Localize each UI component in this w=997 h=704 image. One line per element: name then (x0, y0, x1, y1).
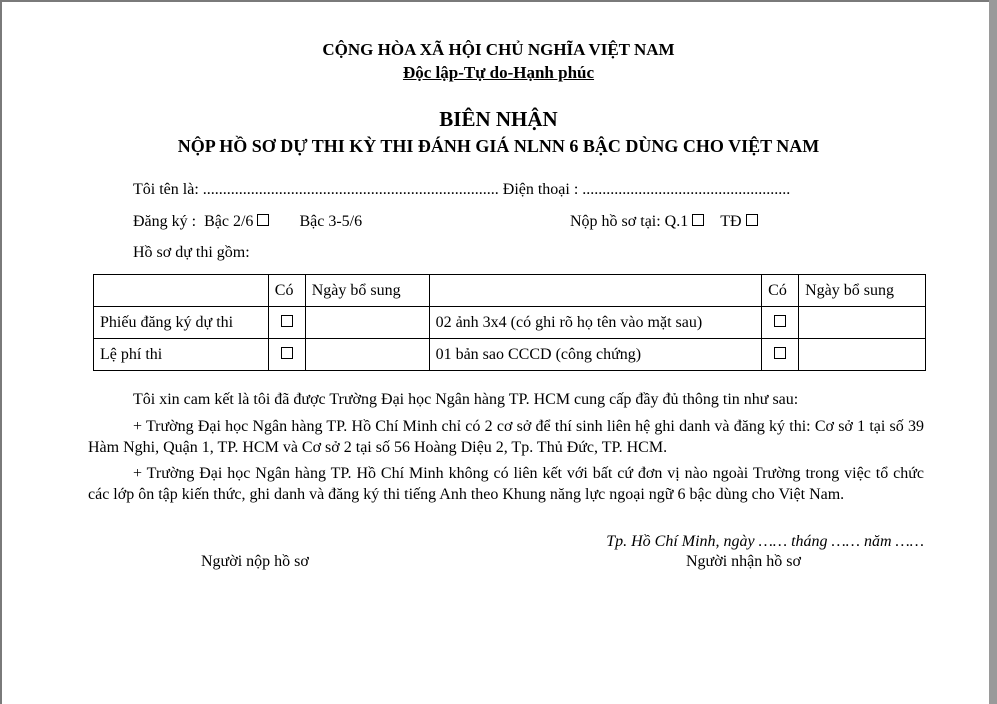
table-cell-check (268, 339, 305, 371)
submit-location-label: Nộp hồ sơ tại: Q.1 (570, 213, 689, 230)
commitment-point-2: + Trường Đại học Ngân hàng TP. Hồ Chí Minh không có liên kết với bất cứ đơn vị nào ngoài Trường trong việc tổ chức các lớp ôn tập kiến thức, ghi danh và đăng ký thi tiếng Anh theo Khung năng lực ngoại ngữ 6 bậc dùng cho Việt Nam. (88, 465, 924, 503)
exam-fee-checkbox[interactable] (281, 347, 293, 359)
motto (0, 63, 997, 83)
commitment-intro: Tôi xin cam kết là tôi đã được Trường Đại học Ngân hàng TP. HCM cung cấp đầy đủ thông tin như sau: (133, 391, 799, 408)
table-cell-check (762, 339, 799, 371)
table-cell-check (268, 307, 305, 339)
td-label: TĐ (720, 213, 742, 230)
table-cell-item: Phiếu đăng ký dự thi (94, 307, 269, 339)
id-copy-checkbox[interactable] (774, 347, 786, 359)
document-subtitle: NỘP HỒ SƠ DỰ THI KỲ THI ĐÁNH GIÁ NLNN 6 BẬC DÙNG CHO VIỆT NAM (177, 136, 820, 156)
photo-checkbox[interactable] (774, 315, 786, 327)
level-b-label: Bậc 3-5/6 (299, 213, 363, 230)
table-cell-item: 01 bản sao CCCD (công chứng) (429, 339, 762, 371)
table-cell-date[interactable] (799, 339, 926, 371)
table-header-cell (429, 275, 762, 307)
table-cell-check (762, 307, 799, 339)
table-cell-date[interactable] (799, 307, 926, 339)
document-title: BIÊN NHẬN (439, 107, 558, 131)
table-header-cell: Ngày bổ sung (799, 275, 926, 307)
receiver-signature-label: Người nhận hồ sơ (686, 553, 801, 570)
table-header-cell: Ngày bổ sung (305, 275, 429, 307)
name-phone-line: Tôi tên là: .......................................................................... Điện thoại : .................................................... (133, 181, 791, 198)
level-a-checkbox[interactable] (257, 214, 269, 226)
application-form-checkbox[interactable] (281, 315, 293, 327)
q1-checkbox[interactable] (692, 214, 704, 226)
register-label: Đăng ký : (133, 213, 197, 230)
td-checkbox[interactable] (746, 214, 758, 226)
table-cell-date[interactable] (305, 307, 429, 339)
table-cell-item: Lệ phí thi (94, 339, 269, 371)
table-header-cell: Có (268, 275, 305, 307)
table-cell-date[interactable] (305, 339, 429, 371)
table-header-cell: Có (762, 275, 799, 307)
table-header-row (94, 275, 926, 307)
motto-text: Độc lập-Tự do-Hạnh phúc (402, 63, 595, 82)
submitter-signature-label: Người nộp hồ sơ (201, 553, 309, 570)
table-header-cell (94, 275, 269, 307)
submit-location-line (570, 213, 758, 231)
docs-label: Hồ sơ dự thi gồm: (133, 244, 250, 261)
page-border-right (989, 0, 997, 704)
page-border-top (0, 0, 997, 2)
table-cell-item: 02 ảnh 3x4 (có ghi rõ họ tên vào mặt sau) (429, 307, 762, 339)
country-header: CỘNG HÒA XÃ HỘI CHỦ NGHĨA VIỆT NAM (322, 40, 675, 59)
documents-table (93, 274, 926, 371)
register-line (133, 213, 362, 231)
table-row (94, 307, 926, 339)
date-line: Tp. Hồ Chí Minh, ngày …… tháng …… năm …… (606, 533, 924, 550)
page-border-left (0, 0, 2, 704)
level-a-label: Bậc 2/6 (204, 213, 254, 230)
table-row (94, 339, 926, 371)
commitment-point-1: + Trường Đại học Ngân hàng TP. Hồ Chí Minh chỉ có 2 cơ sở để thí sinh liên hệ ghi danh và đăng ký thi: Cơ sở 1 tại số 39 Hàm Nghi, Quận 1, TP. HCM và Cơ sở 2 tại số 56 Hoàng Diệu 2, Tp. Thủ Đức, TP. HCM. (88, 418, 924, 456)
